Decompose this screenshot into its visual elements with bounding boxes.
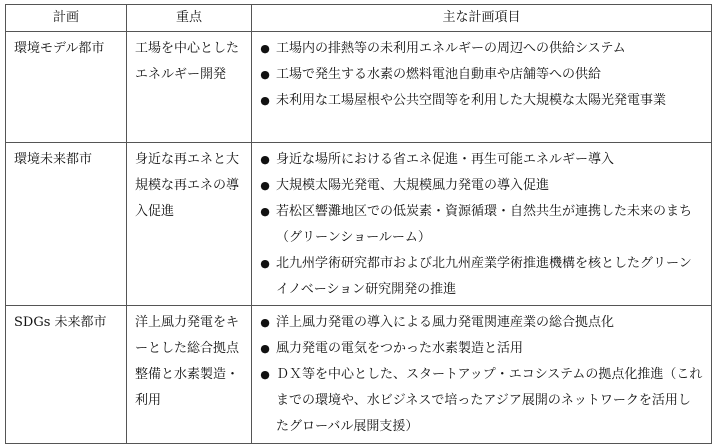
- item-text: 北九州学術研究都市および北九州産業学術推進機構を核としたグリーンイノベーション研究開発の推進: [276, 256, 692, 297]
- bullet-icon: ●: [260, 342, 270, 355]
- header-row: [6, 5, 712, 32]
- list-item: [258, 62, 703, 88]
- item-text: 工場で発生する水素の燃料電池自動車や店舗等への供給: [276, 67, 602, 82]
- items-cell: [252, 32, 712, 143]
- plan-label: 環境モデル都市: [14, 41, 105, 56]
- list-item: [258, 336, 703, 362]
- focus-label: 工場を中心としたエネルギー開発: [135, 41, 240, 82]
- bullet-icon: ●: [260, 94, 270, 107]
- list-item: [258, 310, 703, 336]
- header-items: 主な計画項目: [252, 5, 712, 32]
- list-item: [258, 36, 703, 62]
- focus-cell: [127, 143, 252, 306]
- plan-label: 環境未来都市: [14, 152, 93, 167]
- bullet-icon: ●: [260, 42, 270, 55]
- item-text: 未利用な工場屋根や公共空間等を利用した大規模な太陽光発電事業: [276, 93, 667, 108]
- item-text: 工場内の排熱等の未利用エネルギーの周辺への供給システム: [276, 41, 626, 56]
- bullet-icon: ●: [260, 316, 270, 329]
- bullet-icon: ●: [260, 179, 270, 192]
- item-text: 大規模太陽光発電、大規模風力発電の導入促進: [276, 178, 550, 193]
- bullet-icon: ●: [260, 368, 270, 381]
- item-text: ＤＸ等を中心とした、スタートアップ・エコシステムの拠点化推進（これまでの環境や、水ビジネスで培ったアジア展開のネットワークを活用したグローバル展開支援）: [276, 367, 703, 434]
- focus-cell: [127, 32, 252, 143]
- list-item: [258, 147, 703, 173]
- bullet-icon: ●: [260, 68, 270, 81]
- header-focus: 重点: [127, 5, 252, 32]
- items-cell: [252, 306, 712, 444]
- table-row: [6, 306, 712, 444]
- bullet-icon: ●: [260, 153, 270, 166]
- focus-label: 身近な再エネと大規模な再エネの導入促進: [135, 152, 240, 219]
- plan-cell: [6, 306, 127, 444]
- item-text: 若松区響灘地区での低炭素・資源循環・自然共生が連携した未来のまち（グリーンショールーム）: [276, 204, 693, 245]
- item-list: [258, 36, 703, 114]
- list-item: [258, 199, 703, 251]
- bullet-icon: ●: [260, 205, 270, 218]
- item-text: 洋上風力発電の導入による風力発電関連産業の総合拠点化: [276, 315, 615, 330]
- item-list: [258, 310, 703, 440]
- focus-cell: [127, 306, 252, 444]
- table-row: [6, 32, 712, 143]
- table-row: [6, 143, 712, 306]
- plan-label: SDGs 未来都市: [14, 315, 107, 330]
- item-text: 風力発電の電気をつかった水素製造と活用: [276, 341, 524, 356]
- item-list: [258, 147, 703, 303]
- list-item: [258, 251, 703, 303]
- items-cell: [252, 143, 712, 306]
- list-item: [258, 362, 703, 440]
- header-plan: 計画: [6, 5, 127, 32]
- list-item: [258, 88, 703, 114]
- bullet-icon: ●: [260, 257, 270, 270]
- plan-cell: [6, 32, 127, 143]
- item-text: 身近な場所における省エネ促進・再生可能エネルギー導入: [276, 152, 615, 167]
- plan-cell: [6, 143, 127, 306]
- plan-table: [5, 4, 712, 444]
- focus-label: 洋上風力発電をキーとした総合拠点整備と水素製造・利用: [135, 315, 240, 408]
- list-item: [258, 173, 703, 199]
